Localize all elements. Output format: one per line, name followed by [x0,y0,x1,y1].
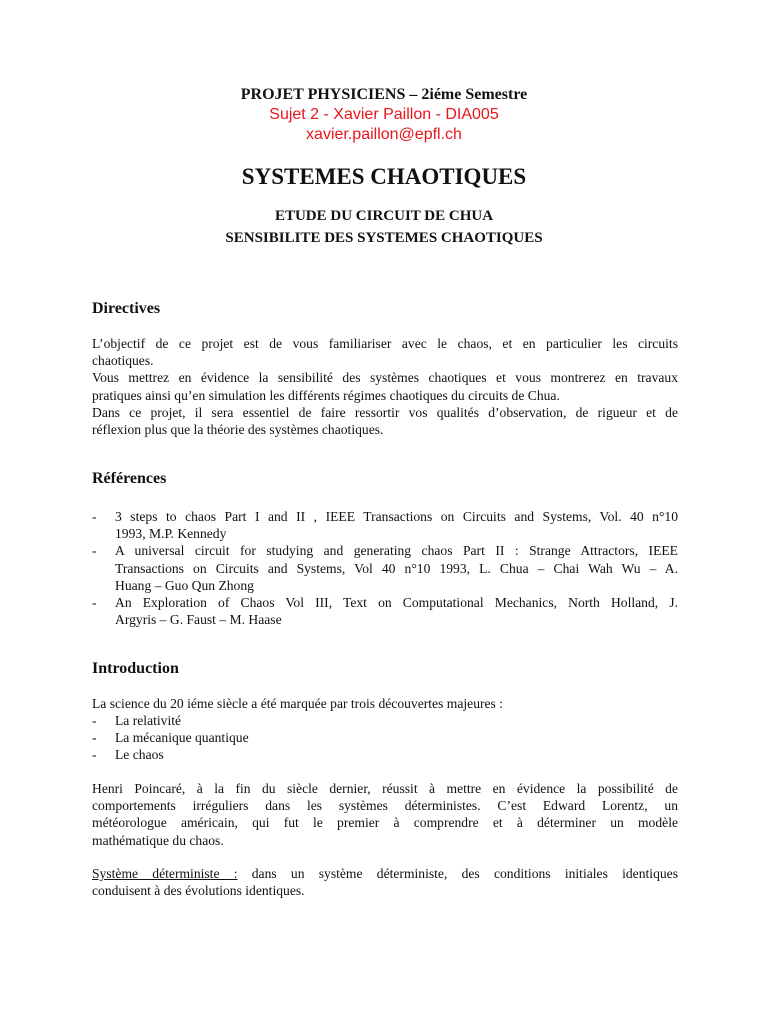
discovery-label: Le chaos [115,747,164,763]
directives-line: pratiques ainsi qu’en simulation les différents régimes chaotiques du circuits de Chua. [92,387,560,403]
discovery-label: La relativité [115,713,182,728]
references-heading: Références [92,470,167,487]
discoveries-list [92,712,678,764]
directives-heading: Directives [92,300,161,317]
list-item [92,712,678,729]
reference-line: 1993, M.P. Kennedy [115,526,227,542]
definition-text: dans un système déterministe, des conditions initiales identiques [237,866,678,881]
discovery-label: La mécanique quantique [115,730,249,746]
reference-line: An Exploration of Chaos Vol III, Text on Computational Mechanics, North Holland, J. [115,595,678,611]
subtitle-sensibilite: SENSIBILITE DES SYSTEMES CHAOTIQUES [225,230,543,246]
author-email: xavier.paillon@epfl.ch [306,126,462,143]
reference-line: Transactions on Circuits and Systems, Vol 40 n°10 1993, L. Chua – Chai Wah Wu – A. [115,560,678,576]
definition-term: Système déterministe : [92,866,238,881]
list-dash: - [92,713,97,728]
subject-line: Sujet 2 - Xavier Paillon - DIA005 [269,106,499,123]
definition-line [92,865,678,882]
poincare-line: météorologue américain, qui fut le premier à comprendre et à déterminer un modèle [92,815,678,831]
poincare-line: mathématique du chaos. [92,832,224,848]
directives-line: L’objectif de ce projet est de vous familiariser avec le chaos, et en particulier les circuits [92,336,678,351]
course-title: PROJET PHYSICIENS – 2iéme Semestre [240,86,528,103]
reference-line: A universal circuit for studying and generating chaos Part II : Strange Attractors, IEEE [115,543,678,559]
list-dash: - [92,543,97,559]
definition-line: conduisent à des évolutions identiques. [92,883,305,899]
references-list [92,508,678,628]
directives-paragraph [92,335,678,438]
poincare-paragraph [92,780,678,849]
subtitle-chua: ETUDE DU CIRCUIT DE CHUA [274,208,494,224]
directives-line: Vous mettrez en évidence la sensibilité des systèmes chaotiques et vous montrerez en travaux [92,370,678,386]
list-item [92,729,678,746]
definition-paragraph [92,865,678,899]
poincare-line: Henri Poincaré, à la fin du siècle dernier, réussit à mettre en évidence la possibilité de [92,781,678,796]
directives-line: chaotiques. [92,353,154,369]
list-item [92,746,678,763]
document-title: SYSTEMES CHAOTIQUES [241,164,527,189]
list-dash: - [92,595,97,611]
reference-item [92,508,678,542]
list-dash: - [92,747,97,763]
introduction-lead: La science du 20 iéme siècle a été marquée par trois découvertes majeures : [92,696,504,711]
directives-line: réflexion plus que la théorie des systèmes chaotiques. [92,422,384,438]
reference-item [92,542,678,594]
introduction-heading: Introduction [92,660,179,677]
directives-line: Dans ce projet, il sera essentiel de faire ressortir vos qualités d’observation, de rigueur et de [92,404,678,420]
reference-line: Argyris – G. Faust – M. Haase [115,612,282,628]
list-dash: - [92,730,97,746]
list-dash: - [92,509,97,524]
reference-item [92,594,678,628]
reference-line: 3 steps to chaos Part I and II , IEEE Transactions on Circuits and Systems, Vol. 40 n°10 [115,509,678,524]
reference-line: Huang – Guo Qun Zhong [115,577,254,593]
poincare-line: comportements irréguliers dans les systèmes déterministes. C’est Edward Lorentz, un [92,798,678,814]
